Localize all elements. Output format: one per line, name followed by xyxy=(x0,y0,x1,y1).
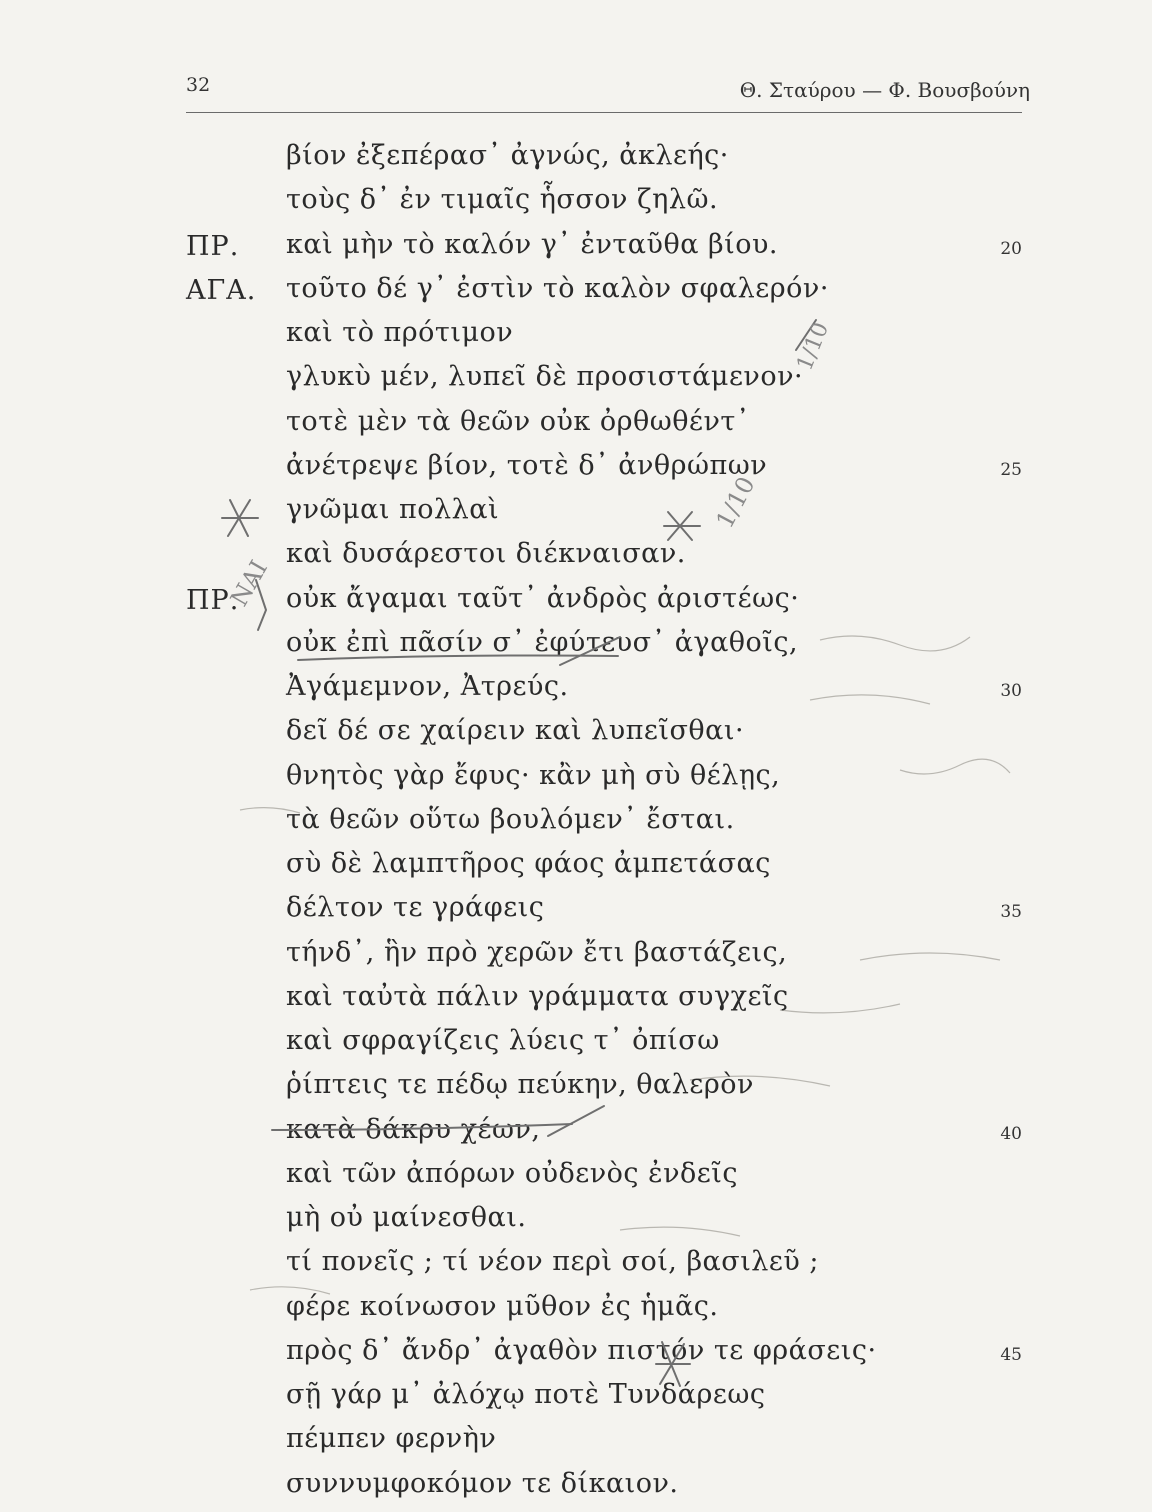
verse-text: δεῖ δέ σε χαίρειν καὶ λυπεῖσθαι· xyxy=(286,715,745,747)
verse-text: ῥίπτεις τε πέδῳ πεύκην, θαλερὸν xyxy=(286,1069,754,1101)
verse-text: φέρε κοίνωσον μῦθον ἐς ἡμᾶς. xyxy=(286,1290,719,1322)
page-number: 32 xyxy=(186,74,211,96)
annotation-one-ten: 1/10 xyxy=(710,472,761,533)
asterisk-mark xyxy=(664,512,700,540)
verse-text: πρὸς δ᾽ ἄνδρ᾽ ἀγαθὸν πιστόν τε φράσεις· xyxy=(286,1334,877,1366)
speaker-label: ΠΡ. xyxy=(186,230,240,262)
verse-text: καὶ ταὐτὰ πάλιν γράμματα συγχεῖς xyxy=(286,980,789,1012)
verse-text: τὰ θεῶν οὕτω βουλόμεν᾽ ἔσται. xyxy=(286,803,735,835)
verse-text: τήνδ᾽, ἣν πρὸ χερῶν ἔτι βαστάζεις, xyxy=(286,936,788,968)
verse-text: κατὰ δάκρυ χέων, xyxy=(286,1113,541,1145)
verse-text: τοτὲ μὲν τὰ θεῶν οὐκ ὀρθωθέντ᾽ xyxy=(286,405,750,437)
line-number: 25 xyxy=(1000,459,1022,480)
verse-text: γλυκὺ μέν, λυπεῖ δὲ προσιστάμενον· xyxy=(286,361,804,393)
strike-mark xyxy=(560,637,620,665)
verse-text: οὐκ ἐπὶ πᾶσίν σ᾽ ἐφύτευσ᾽ ἀγαθοῖς, xyxy=(286,626,799,658)
asterisk-mark xyxy=(222,500,258,536)
line-number: 40 xyxy=(1000,1123,1022,1144)
verse-text: καὶ μὴν τὸ καλόν γ᾽ ἐνταῦθα βίου. xyxy=(286,228,778,260)
verse-text: καὶ τῶν ἀπόρων οὐδενὸς ἐνδεῖς xyxy=(286,1157,738,1189)
strike-mark xyxy=(548,1106,604,1136)
strike-mark xyxy=(272,1124,572,1130)
verse-text: συννυμφοκόμον τε δίκαιον. xyxy=(286,1467,679,1499)
verse-text: δέλτον τε γράφεις xyxy=(286,892,545,924)
verse-text: καὶ τὸ πρότιμον xyxy=(286,317,514,348)
annotation-nai: ΝΑΙ xyxy=(224,555,274,611)
line-number: 30 xyxy=(1000,681,1022,701)
speaker-label: ΑΓΑ. xyxy=(186,274,257,306)
line-number: 45 xyxy=(1000,1344,1022,1365)
verse-text: τί πονεῖς ; τί νέον περὶ σοί, βασιλεῦ ; xyxy=(286,1246,820,1278)
line-number: 35 xyxy=(1000,902,1022,923)
verse-text: τοὺς δ᾽ ἐν τιμαῖς ἧσσον ζηλῶ. xyxy=(286,184,719,216)
verse-text: σὺ δὲ λαμπτῆρος φάος ἀμπετάσας xyxy=(286,848,771,879)
asterisk-mark xyxy=(656,1342,690,1386)
verse-text: τοῦτο δέ γ᾽ ἐστὶν τὸ καλὸν σφαλερόν· xyxy=(286,272,829,304)
annotation-one-ten: 1/10 xyxy=(792,319,835,375)
verse-text: ἀνέτρεψε βίον, τοτὲ δ᾽ ἀνθρώπων xyxy=(286,449,768,481)
verse-text: βίον ἐξεπέρασ᾽ ἀγνώς, ἀκλεής· xyxy=(286,140,729,171)
verse-text: θνητὸς γὰρ ἔφυς· κἂν μὴ σὺ θέλῃς, xyxy=(286,759,781,791)
verse-text: οὐκ ἄγαμαι ταῦτ᾽ ἀνδρὸς ἀριστέως· xyxy=(286,582,800,614)
verse-text: μὴ οὐ μαίνεσθαι. xyxy=(286,1202,527,1233)
running-header: Θ. Σταύρου — Φ. Βουσβούνη xyxy=(739,78,1030,102)
speaker-label: ΠΡ. xyxy=(186,584,240,616)
verse-text: πέμπεν φερνὴν xyxy=(286,1423,497,1455)
verse-text: καὶ δυσάρεστοι διέκναισαν. xyxy=(286,538,686,570)
verse-text: καὶ σφραγίζεις λύεις τ᾽ ὀπίσω xyxy=(286,1025,720,1056)
verse-text: Ἀγάμεμνον, Ἀτρεύς. xyxy=(286,671,569,702)
verse-text: σῇ γάρ μ᾽ ἀλόχῳ ποτὲ Τυνδάρεως xyxy=(286,1379,766,1410)
verse-text: γνῶμαι πολλαὶ xyxy=(286,494,500,525)
line-number: 20 xyxy=(1000,238,1022,259)
